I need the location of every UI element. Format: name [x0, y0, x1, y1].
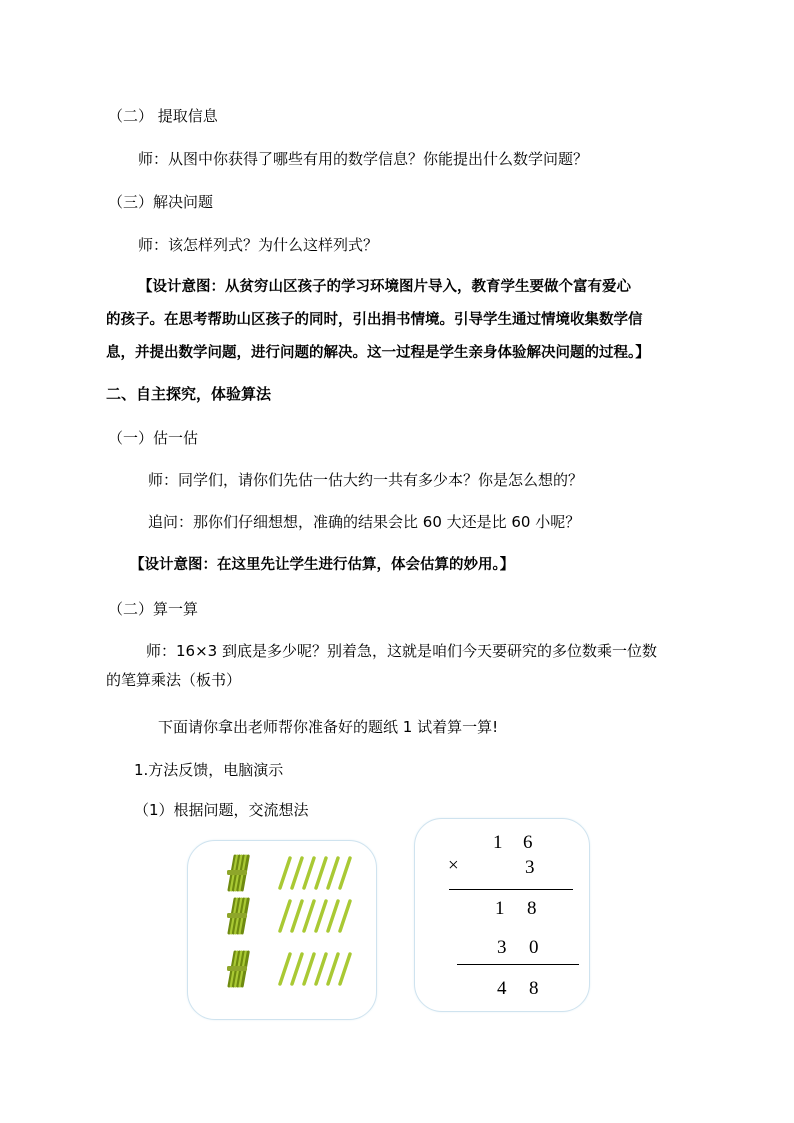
single-stick [304, 954, 314, 984]
heading-part-two: 二、自主探究，体验算法 [106, 385, 272, 403]
heading-extract-info: （二） 提取信息 [108, 107, 218, 125]
design-note-1-line-2: 的孩子。在思考帮助山区孩子的同时，引出捐书情境。引导学生通过情境收集数学信 [106, 311, 643, 328]
sticks-picture-box [187, 840, 377, 1020]
result-tens: 4 [497, 978, 507, 999]
calc-rule-2 [457, 964, 579, 965]
single-stick [304, 901, 314, 931]
single-stick [316, 858, 326, 888]
teacher-question-info: 师：从图中你获得了哪些有用的数学信息？你能提出什么数学问题？ [138, 150, 589, 168]
vertical-calc-box [414, 818, 590, 1012]
heading-calculate: （二）算一算 [108, 600, 199, 618]
instruction-line: 下面请你拿出老师帮你准备好的题纸 1 试着算一算! [158, 718, 499, 736]
single-stick [316, 954, 326, 984]
multiplier-digit: 3 [525, 857, 535, 878]
design-note-1-line-1: 【设计意图：从贫穷山区孩子的学习环境图片导入，教育学生要做个富有爱心 [138, 278, 631, 295]
single-stick [316, 901, 326, 931]
sticks-illustration [188, 841, 376, 1019]
method-feedback: 1.方法反馈，电脑演示 [134, 761, 284, 779]
single-stick [340, 954, 350, 984]
single-stick [340, 901, 350, 931]
partial-2-ones: 0 [529, 937, 539, 958]
single-stick [280, 954, 290, 984]
design-note-1-line-3: 息，并提出数学问题，进行问题的解决。这一过程是学生亲身体验解决问题的过程。】 [106, 344, 650, 361]
design-note-2: 【设计意图：在这里先让学生进行估算，体会估算的妙用。】 [130, 556, 515, 573]
stick-bundle [227, 856, 248, 890]
multiplicand-tens: 1 [493, 832, 503, 853]
single-stick [304, 858, 314, 888]
teacher-estimate: 师：同学们，请你们先估一估大约一共有多少本？你是怎么想的？ [148, 471, 584, 489]
partial-2-tens: 3 [497, 937, 507, 958]
heading-solve-problem: （三）解决问题 [108, 193, 214, 211]
teacher-calc-line-2: 的笔算乘法（板书） [106, 671, 242, 689]
sub-heading-ideas: （1）根据问题，交流想法 [134, 801, 309, 819]
single-stick [292, 858, 302, 888]
calc-rule-1 [449, 889, 573, 890]
single-stick [292, 954, 302, 984]
teacher-question-formula: 师：该怎样列式？为什么这样列式？ [138, 236, 379, 254]
times-sign: × [448, 855, 459, 876]
single-stick [292, 901, 302, 931]
followup-question: 追问：那你们仔细想想，准确的结果会比 60 大还是比 60 小呢？ [148, 513, 581, 531]
single-stick [340, 858, 350, 888]
stick-bundle [227, 899, 248, 933]
partial-1-ones: 8 [527, 898, 537, 919]
heading-estimate: （一）估一估 [108, 429, 199, 447]
stick-bundle [227, 952, 248, 986]
multiplicand-ones: 6 [523, 832, 533, 853]
single-stick [328, 954, 338, 984]
single-stick [280, 901, 290, 931]
single-stick [328, 858, 338, 888]
single-stick [328, 901, 338, 931]
single-stick [280, 858, 290, 888]
partial-1-tens: 1 [495, 898, 505, 919]
result-ones: 8 [529, 978, 539, 999]
teacher-calc-line-1: 师：16×3 到底是多少呢？别着急，这就是咱们今天要研究的多位数乘一位数 [146, 642, 657, 660]
